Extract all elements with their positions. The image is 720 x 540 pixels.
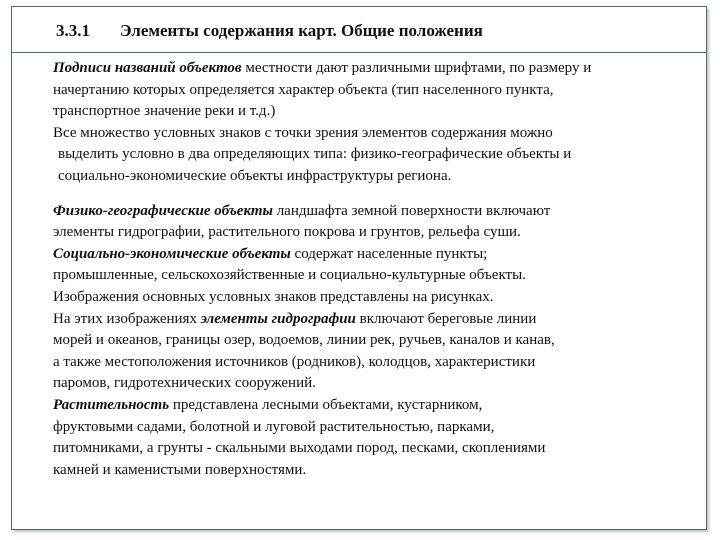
text-line: выделить условно в два определяющих типа: физико-географические объекты и	[58, 146, 572, 163]
term-object-labels: Подписи названий объектов	[53, 60, 242, 76]
text-span: местности дают различными шрифтами, по размеру и	[241, 60, 592, 76]
title-bar	[12, 7, 706, 53]
text-line: паромов, гидротехнических сооружений.	[53, 375, 316, 392]
body-text	[53, 58, 703, 481]
term-socio-economic: Социально-экономические объекты	[53, 245, 291, 262]
text-line: социально-экономические объекты инфраструктуры региона.	[58, 167, 452, 184]
text-span: На этих изображениях	[53, 310, 201, 327]
text-line: Изображения основных условных знаков представлены на рисунках.	[53, 288, 494, 305]
text-line: транспортное значение реки и т.д.)	[53, 103, 276, 120]
text-line	[53, 309, 703, 331]
text-line	[53, 395, 703, 417]
text-line: промышленные, сельскохозяйственные и социально-культурные объекты.	[53, 267, 526, 284]
section-number: 3.3.1	[56, 21, 90, 40]
text-line	[53, 201, 703, 223]
text-line: начертанию которых определяется характер объекта (тип населенного пункта,	[53, 81, 554, 98]
text-line: камней и каменистыми поверхностями.	[53, 461, 307, 478]
section-title: Элементы содержания карт. Общие положения	[120, 21, 483, 40]
text-span: ландшафта земной поверхности включают	[272, 202, 551, 219]
text-line: фруктовыми садами, болотной и луговой растительностью, парками,	[53, 418, 495, 435]
text-line: Все множество условных знаков с точки зрения элементов содержания можно	[53, 124, 553, 141]
text-span: включают береговые линии	[355, 310, 537, 327]
term-physical-geographic: Физико-географические объекты	[53, 202, 273, 219]
term-hydrography: элементы гидрографии	[200, 310, 356, 327]
term-vegetation: Растительность	[53, 396, 170, 413]
text-line	[53, 244, 703, 266]
text-line	[53, 58, 703, 80]
text-line: элементы гидрографии, растительного покрова и грунтов, рельефа суши.	[53, 224, 521, 241]
paragraph-gap	[53, 188, 703, 201]
text-span: содержат населенные пункты;	[290, 245, 488, 262]
text-line: а также местоположения источников (родников), колодцов, характеристики	[53, 353, 536, 370]
text-span: представлена лесными объектами, кустарником,	[169, 396, 483, 413]
text-line: морей и океанов, границы озер, водоемов, линии рек, ручьев, каналов и канав,	[53, 332, 555, 349]
text-line: питомниками, а грунты - скальными выходами пород, песками, скоплениями	[53, 440, 546, 457]
